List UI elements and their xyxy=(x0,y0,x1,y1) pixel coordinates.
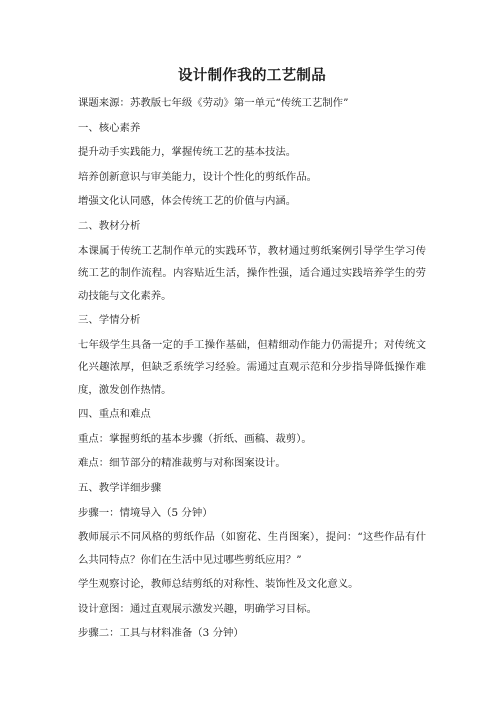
course-source: 课题来源：苏教版七年级《劳动》第一单元“传统工艺制作” xyxy=(78,97,349,109)
key-point: 重点：掌握剪纸的基本步骤（折纸、画稿、裁剪）。 xyxy=(78,432,312,445)
section-heading-textbook-analysis: 二、教材分析 xyxy=(78,219,141,232)
step-1-paragraph: 教师展示不同风格的剪纸作品（如窗花、生肖图案），提问：“这些作品有什么共同特点？你们在生活中见过哪些剪纸应用？” xyxy=(78,531,426,566)
step-2-title: 步骤二：工具与材料准备（3 分钟） xyxy=(78,627,244,640)
difficult-point: 难点：细节部分的精准裁剪与对称图案设计。 xyxy=(78,457,286,470)
core-literacy-item-2: 培养创新意识与审美能力，设计个性化的剪纸作品。 xyxy=(78,170,317,183)
step-1-observation: 学生观察讨论，教师总结剪纸的对称性、装饰性及文化意义。 xyxy=(78,578,359,591)
student-analysis-paragraph: 七年级学生具备一定的手工操作基础，但精细动作能力仍需提升；对传统文化兴趣浓厚，但缺乏系统学习经验。需通过直观示范和分步指导降低操作难度，激发创作热情。 xyxy=(78,338,426,396)
step-1-design-intent: 设计意图：通过直观展示激发兴趣，明确学习目标。 xyxy=(78,602,317,615)
core-literacy-item-3: 增强文化认同感，体会传统工艺的价值与内涵。 xyxy=(78,195,297,208)
section-heading-key-points: 四、重点和难点 xyxy=(78,408,151,421)
core-literacy-item-1: 提升动手实践能力，掌握传统工艺的基本技法。 xyxy=(78,146,297,159)
document-title: 设计制作我的工艺制品 xyxy=(178,68,326,84)
section-heading-teaching-steps: 五、教学详细步骤 xyxy=(78,481,162,494)
step-1-title: 步骤一：情境导入（5 分钟） xyxy=(78,506,213,519)
section-heading-student-analysis: 三、学情分析 xyxy=(78,314,141,327)
section-heading-core-literacy: 一、核心素养 xyxy=(78,121,141,134)
textbook-analysis-paragraph: 本课属于传统工艺制作单元的实践环节，教材通过剪纸案例引导学生学习传统工艺的制作流程。内容贴近生活，操作性强，适合通过实践培养学生的劳动技能与文化素养。 xyxy=(78,244,426,302)
